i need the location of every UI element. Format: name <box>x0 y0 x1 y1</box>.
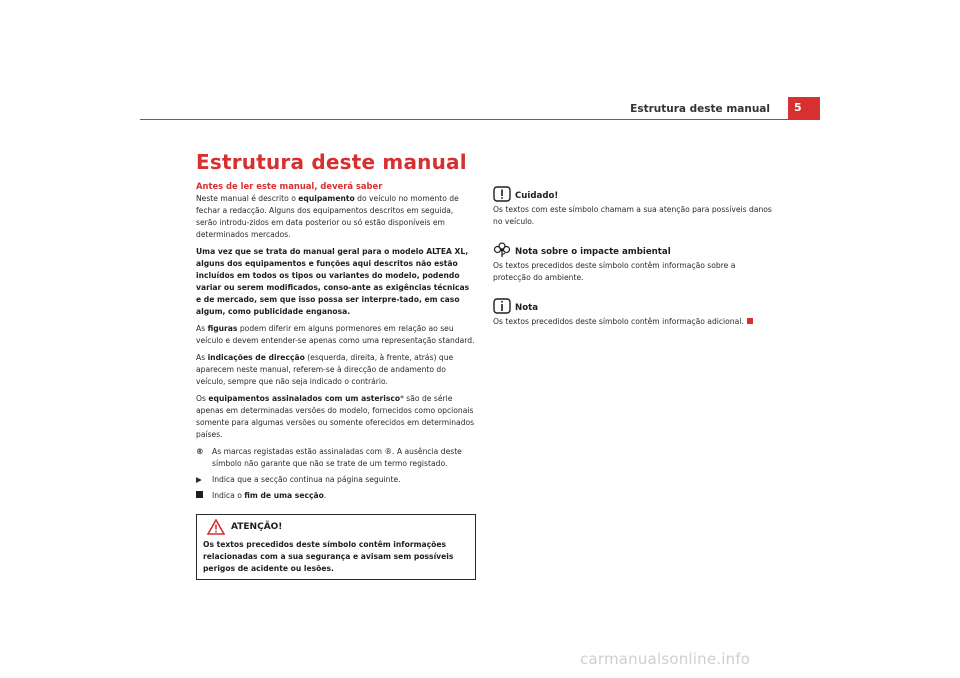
environment-block <box>493 242 773 284</box>
registered-mark-icon: ® <box>196 447 204 456</box>
caution-title: Cuidado! <box>515 191 559 201</box>
note-title: Nota <box>515 303 539 313</box>
end-of-section-icon <box>196 490 203 502</box>
warning-box <box>196 514 476 580</box>
arrow-right-icon: ▶ <box>196 475 202 484</box>
section-subheading: Antes de ler este manual, deverá saber <box>196 181 383 191</box>
caution-block <box>493 186 773 228</box>
paragraph-asterisk: Os equipamentos assinalados com um asterisco* são de série apenas em determinadas versões do modelo, fornecidos como opcionais somente para algumas versões ou somente oferecidos em determinados países. <box>196 394 475 439</box>
environment-title: Nota sobre o impacte ambiental <box>515 247 671 257</box>
flower-icon <box>493 242 511 258</box>
end-section-row: Indica o fim de uma secção. <box>196 490 476 502</box>
left-column <box>196 180 476 580</box>
end-of-section-icon <box>747 318 753 324</box>
continues-row: ▶ Indica que a secção continua na página seguinte. <box>196 475 401 484</box>
exclamation-icon <box>493 186 511 202</box>
paragraph-equipment: Neste manual é descrito o equipamento do veículo no momento de fechar a redacção. Alguns dos equipamentos descritos em seguida, serão introdu-zidos em data posterior ou só estão disponíveis em determinados mercados. <box>196 194 459 239</box>
page-title: Estrutura deste manual <box>196 150 467 174</box>
paragraph-general-manual: Uma vez que se trata do manual geral para o modelo ALTEA XL, alguns dos equipamentos e funções aqui descritos não estão incluídos em todos os tipos ou variantes do modelo, podendo variar ou serem modificados, conso-ante as exigências técnicas e de mercado, sem que isso possa ser interpre-tado, em caso algum, como publicidade enganosa. <box>196 247 470 316</box>
page-number: 5 <box>788 97 820 119</box>
environment-text: Os textos precedidos deste símbolo contêm informação sobre a protecção do ambiente. <box>493 261 736 282</box>
note-text: Os textos precedidos deste símbolo contêm informação adicional. <box>493 316 773 328</box>
warning-text: Os textos precedidos deste símbolo contêm informações relacionadas com a sua segurança e avisam sem possíveis perigos de acidente ou lesões. <box>203 540 454 573</box>
paragraph-directions: As indicações de direcção (esquerda, direita, à frente, atrás) que aparecem neste manual, referem-se à direcção de andamento do veículo, sempre que não seja indicado o contrário. <box>196 353 454 386</box>
running-header: Estrutura deste manual <box>630 103 770 115</box>
watermark: carmanualsonline.info <box>580 650 751 668</box>
paragraph-figures: As figuras podem diferir em alguns pormenores em relação ao seu veículo e devem entender-se apenas como uma representação standard. <box>196 324 475 345</box>
info-icon <box>493 298 511 314</box>
right-column <box>493 186 773 342</box>
warning-triangle-icon <box>207 519 225 535</box>
header-rule <box>140 119 820 120</box>
warning-title: ATENÇÃO! <box>231 522 283 532</box>
registered-mark-row: ® As marcas registadas estão assinaladas com ®. A ausência deste símbolo não garante que não se trate de um termo registado. <box>196 447 462 468</box>
caution-text: Os textos com este símbolo chamam a sua atenção para possíveis danos no veículo. <box>493 205 772 226</box>
note-block <box>493 298 773 328</box>
